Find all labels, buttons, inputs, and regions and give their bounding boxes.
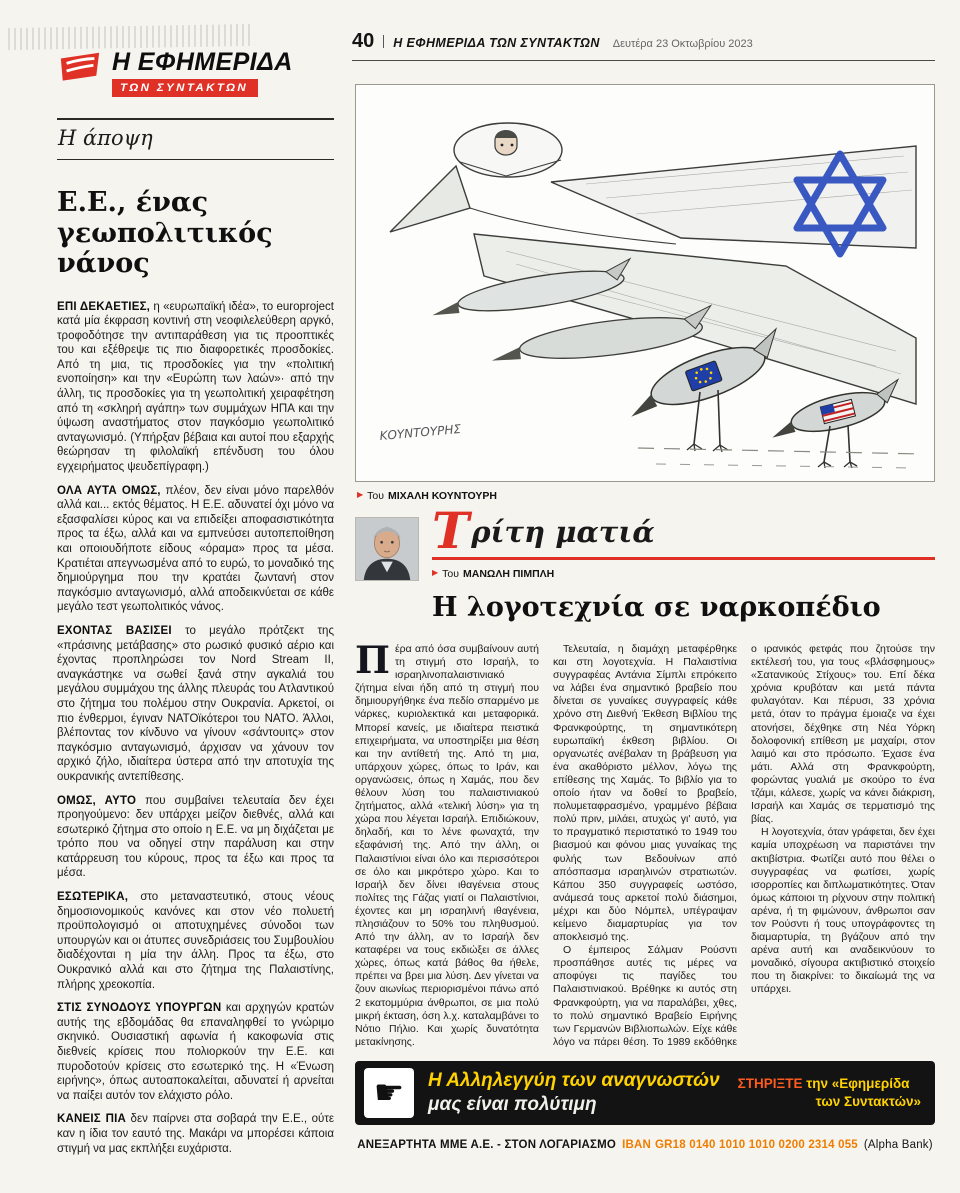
- opinion-paragraph: [57, 1112, 334, 1156]
- article-paragraph: Τελευταία, η διαμάχη μεταφέρθηκε και στη λογοτεχνία. Η Παλαιστίνια συγγραφέας Αντάνια Σίμπλι επρόκειτο να λάβει ένα σημαντικό βραβείο που δίνεται σε γυναίκες συγγραφείς κάθε χρόνο στη Διεθνή Έκθεση Βιβλίου της Φρανκφούρτης, τη σημαντικότερη ευρωπαϊκή έκθεση βιβλίου. Οι οργανωτές ανέβαλαν τη βράβευση για ένα ακαθόριστο μέλλον, λόγω της επίθεσης της Χαμάς. Το βιβλίο για το οποίο ήταν να δοθεί το βραβείο, πολυμεταφρασμένο, γραμμένο βέβαια πολύ πριν, μιλάει, ατυχώς γι' αυτό, για το πραγματικό περιστατικό το 1949 του βιασμού και φόνου μιας γυναίκας της φυλής των Βεδουίνων από απόσπασμα ισραηλινών στρατιωτών. Κάπου 350 συγγραφείς ωστόσο, ανάμεσά τους αρκετοί πολύ διάσημοι, μέχρι και δύο Νόμπελ, υπέγραψαν κείμενο διαμαρτυρίας για τον αποκλεισμό της.: [553, 643, 737, 944]
- paragraph-lead: ΕΧΟΝΤΑΣ ΒΑΣΙΣΕΙ: [57, 624, 172, 637]
- paragraph-text: έρα από όσα συμβαίνουν αυτή τη στιγμή στο Ισραήλ, το ισραηλινοπαλαιστινιακό ζήτημα είναι ήδη από τη στιγμή που δημιουργήθηκε ένα πεδίο σπαρμένο με νάρκες, κυριολεκτικά και μεταφορικά. Μπορεί κανείς, με ιδιαίτερα πειστικά επιχειρήματα, να υποστηρίξει μια θέση και την αντίθετή της. Από τη μια, υπάρχουν χώρες, όπως το Ιράν, και οργανώσεις, όπως η Χαμάς, που δεν θέλουν λύση του παλαιστινιακού ζητήματος, αλλά «τελική λύση» για τη χώρα που λέγεται Ισραήλ. Επιδιώκουν, δηλαδή, και το λένε φωναχτά, την εξαφάνισή της. Από την άλλη, οι Παλαιστίνιοι είναι όλο και περισσότεροι σε όλο και μικρότερο χώρο. Και το Ισραήλ δεν δίνει ιθαγένεια στους πολίτες της Γάζας γιατί οι Παλαιστίνιοι, έχοντες και μη ισραηλινή ιθαγένεια, πλησιάζουν το 50% του πληθυσμού. Από την άλλη, αν το Ισραήλ δεν καταφέρει να τους εκδιώξει σε άλλες χώρες, όπως κατά βάθος θα ήθελε, πρέπει να βρει μια λύση. Δεν γίνεται να ζουν αιωνίως περιορισμένοι πάνω από 2 εκατομμύρια άνθρωποι, σε μια πολύ μικρή έκταση, όση λ.χ. καταλαμβάνει το Νότιο Πήλιο. Και χωρίς δυνατότητα μετακίνησης.: [355, 643, 539, 1048]
- section-rule: [432, 557, 935, 560]
- account-label: ΑΝΕΞΑΡΤΗΤΑ ΜΜΕ Α.Ε. - ΣΤΟΝ ΛΟΓΑΡΙΑΣΜΟ: [357, 1139, 617, 1151]
- drop-cap: Π: [355, 643, 390, 682]
- paragraph-text: που συμβαίνει τελευταία δεν έχει προηγούμενο: δεν υπάρχει μείζον διεθνές, αλλά και εσωτερικό ζήτημα στο οποίο η Ε.Ε. να μη διχάζεται με τρόπο που να οδηγεί στην παράλυση και στην κατάρρευση του κύρους, προς τα έξω και προς τα μέσα.: [57, 794, 334, 880]
- column-byline: [432, 568, 935, 580]
- paragraph-lead: ΚΑΝΕΙΣ ΠΙΑ: [57, 1113, 127, 1126]
- cartoon-credit: [357, 490, 497, 502]
- opinion-paragraph: [57, 624, 334, 785]
- support-emphasis: ΣΤΗΡΙΞΤΕ: [737, 1076, 803, 1092]
- cartoon-signature: ΚΟΥΝΤΟΥΡΗΣ: [379, 421, 462, 443]
- support-rest-1: την «Εφημερίδα: [806, 1076, 910, 1092]
- iban-label: IBAN: [622, 1139, 651, 1151]
- article-paragraph: Ο έμπειρος Σάλμαν Ρούσντι προσπάθησε αυτές τις μέρες να αποφύγει τις παγίδες του Παλαιστινιακού. Βρέθηκε κι αυτός στη Φρανκφούρτη, για να παραλάβει, χθες, το πολύ σημαντικό Βραβείο Ειρήνης των Γερμανών Βιβλιοπωλών. Είχε κάθε λόγο να πάρει θέση. Το 1989 εκδόθηκε ο ιρανικός φετφάς που ζητούσε την εκτέλεσή του, για τους «βλάσφημους» «Σατανικούς Στίχους» του. Επί δέκα χρόνια κρυβόταν και μετά πάντα φυλαγόταν. Και πέρυσι, 33 χρόνια μετά, όταν το πράγμα έμοιαζε να έχει ατονήσει, δέχθηκε στη Νέα Υόρκη δολοφονική επίθεση με μαχαίρι, στον λαιμό και στο πρόσωπο. Έχασε ένα μάτι. Αλλά στη Φρανκφούρτη, φορώντας γυαλιά με σκούρο το ένα τζάμι, κάλεσε, χωρίς να κάνει διάκριση, Ισραήλ και Χαμάς σε τερματισμό της βίας.: [553, 643, 935, 1048]
- byline-arrow-icon: ▶: [432, 567, 439, 577]
- paragraph-lead: ΕΣΩΤΕΡΙΚΑ,: [57, 891, 129, 904]
- paragraph-text: στο μεταναστευτικό, στους νέους δημοσιονομικούς κανόνες και στον νέο πολυετή προϋπολογισμό οι αποτυχημένες σύνοδοι των υπουργών και οι άτυπες συνεδριάσεις του Συμβουλίου διαδέχονται η μία την άλλη. Προς τα έξω, στο Ουκρανικό αλλά και στο ζήτημα της Παλαιστίνης, πλήρης χρεοκοπία.: [57, 891, 334, 991]
- opinion-section-label: Η άποψη: [57, 118, 334, 160]
- opinion-title: Ε.Ε., ένας γεωπολιτικός νάνος: [57, 187, 273, 279]
- page-header: [352, 30, 935, 61]
- section-title-rest: ρίτη ματιά: [471, 515, 655, 549]
- byline-prefix: Του: [442, 567, 459, 580]
- header-divider: [383, 35, 384, 48]
- paragraph-text: και αρχηγών κρατών αυτής της εβδομάδας θα επαναληφθεί το γνώριμο σκηνικό. Ουσιαστική αφωνία ή κακοφωνία στις διεθνείς κρίσεις που πολιορκούν την Ε.Ε. και πυροδοτούν κρίσεις στο εσωτερικό της. Η «Ένωση ειρήνης», όπως αυτοαποκαλείται, αδυνατεί ή αρνείται να παίξει αυτόν τον ελάχιστο ρόλο.: [57, 1002, 334, 1102]
- banner-support-text: [738, 1075, 921, 1110]
- newspaper-logo: [57, 50, 293, 97]
- banner-headline: [428, 1069, 724, 1117]
- logo-flag-icon: [57, 50, 103, 92]
- paragraph-text: πλέον, δεν είναι μόνο παρελθόν αλλά και... εκτός θέματος. Η Ε.Ε. αδυνατεί όχι μόνο να εξασφαλίσει κύρος και να επιδείξει αποφασιστικότητα προς τα έξω, αλλά και να εμπνεύσει αυτοπεποίθηση και οποιουδήποτε είδους «όραμα» προς τα μέσα. Κρατιέται απεγνωσμένα από το ευρώ, το μοναδικό της δημιούργημα που την κρατάει ζωντανή στον παγκόσμιο ανταγωνισμό, αλλά αποδεικνύεται σε κάθε μεγάλο τεστ γεωπολιτικός νάνος.: [57, 484, 335, 614]
- iban-value: GR18 0140 1010 1010 0200 2314 055: [654, 1139, 858, 1151]
- article-paragraph: [355, 643, 539, 1049]
- opinion-paragraph: [57, 1001, 334, 1103]
- article-paragraph: Η λογοτεχνία, όταν γράφεται, δεν έχει καμία υποχρέωση να παριστάνει την ακτιβίστρια. Φωτίζει αυτό που θέλει ο συγγραφέας να φωτίσει, χωρίς ισορροπίες και διπλωματικότητες. Όταν όμως κάποιοι τη ρίχνουν στην πολιτική αρένα, ή τη φιμώνουν, άνθρωποι σαν τον Ρούσντι ή τους υπογράφοντες τη διαμαρτυρία, τη βγάζουν από την αρένα αυτή και αναδεικνύουν το μοναδικό, σίγουρα ακτιβιστικό στοιχείο που τη διακρίνει: το δικαίωμά της να υπάρχει.: [751, 826, 935, 996]
- opinion-paragraph: [57, 300, 334, 475]
- hand-pointer-icon: ☛: [364, 1068, 414, 1118]
- bank-account-line: [355, 1139, 935, 1151]
- issue-date: Δευτέρα 23 Οκτωβρίου 2023: [612, 38, 753, 50]
- logo-title: Η ΕΦΗΜΕΡΙΔΑ: [112, 48, 293, 76]
- masthead-title: Η ΕΦΗΜΕΡΙΔΑ ΤΩΝ ΣΥΝΤΑΚΤΩΝ: [393, 36, 600, 50]
- bank-name: (Alpha Bank): [863, 1139, 933, 1151]
- paragraph-text: το μεγάλο πρότζεκτ της «πράσινης μετάβασης» στο ρωσικό φυσικό αέριο και έχοντας προπληρώσει τον Nord Stream II, αναγκάστηκε να σωθεί ξανά στην αγκαλιά του μεγάλου συμμάχου της άλλης πλευράς του Ατλαντικού στο ζήτημα του πολέμου στην Ουκρανία. Αρκετοί, οι πιο ένθερμοι, έγιναν ΝΑΤΟϊκότεροι του ΝΑΤΟ. Άλλοι, βλέποντας τον κίνδυνο να γίνουν «σάντουιτς» στον παγκόσμιο ανταγωνισμό, άρχισαν να χάνουν τον αρχικό ζήλο, ιδιαίτερα ύστερα από την αποτυχία της ουκρανικής αντεπίθεσης.: [57, 624, 334, 783]
- article-title: Η λογοτεχνία σε ναρκοπέδιο: [432, 592, 881, 623]
- paragraph-text: δεν παίρνει στα σοβαρά την Ε.Ε., ούτε καν η ίδια τον εαυτό της. Μακάρι να μπορέσει κάποια στιγμή να μας εκπλήξει ευχάριστα.: [57, 1113, 334, 1155]
- columnist-portrait: [356, 518, 418, 580]
- page-number: 40: [352, 30, 375, 52]
- political-cartoon: [356, 85, 934, 481]
- paragraph-text: η «ευρωπαϊκή ιδέα», το europroject κατά μία έκφραση κοντινή στη νεοφιλελεύθερη αργκό, τροφοδότησε την αντιπαράθεση για τις προοπτικές του και εξέθρεψε τις πιο διαφορετικές προσδοκίες. Από τη μια, τις προσδοκίες για την «πολιτική ενοποίηση» και την «Ευρώπη των λαών»· από την άλλη, τις προσδοκίες για τη γεωπολιτική χειραφέτηση από τη «σκληρή αγάπη» των συμμάχων ΗΠΑ και την ύψωση αναστήματος στον παγκόσμιο γεωπολιτικό ανταγωνισμό. (Υπήρξαν βέβαια και αυτοί που εξαρχής θεώρησαν τη φιλολαϊκή επένδυση του όλου εγχειρήματος ψευδεπίγραφη.): [57, 300, 334, 474]
- columnist-photo: [355, 517, 419, 581]
- opinion-paragraph: [57, 484, 334, 615]
- paragraph-lead: ΟΜΩΣ, ΑΥΤΟ: [57, 794, 137, 807]
- columnist-name: ΜΑΝΩΛΗ ΠΙΜΠΛΗ: [463, 567, 555, 580]
- third-look-header: [432, 501, 935, 580]
- section-title-initial: Τ: [432, 501, 470, 560]
- section-title: [432, 501, 935, 560]
- solidarity-banner: [355, 1061, 935, 1125]
- opinion-column: [57, 118, 334, 1165]
- article-body: [355, 643, 935, 1060]
- cartoon-frame: [355, 84, 935, 482]
- banner-support-line2: των Συντακτών»: [815, 1094, 921, 1109]
- credit-arrow-icon: ▶: [357, 490, 364, 499]
- opinion-body: [57, 300, 334, 1157]
- paragraph-lead: ΕΠΙ ΔΕΚΑΕΤΙΕΣ,: [57, 300, 151, 313]
- cartoonist-name: ΜΙΧΑΛΗ ΚΟΥΝΤΟΥΡΗ: [388, 490, 498, 502]
- opinion-paragraph: [57, 890, 334, 992]
- paragraph-lead: ΣΤΙΣ ΣΥΝΟΔΟΥΣ ΥΠΟΥΡΓΩΝ: [57, 1002, 222, 1015]
- banner-headline-line2: μας είναι πολύτιμη: [428, 1094, 597, 1115]
- print-bleed-artifact: [8, 24, 254, 50]
- banner-support-line1: [738, 1075, 921, 1093]
- opinion-paragraph: [57, 794, 334, 882]
- paragraph-lead: ΟΛΑ ΑΥΤΑ ΟΜΩΣ,: [57, 484, 161, 497]
- credit-prefix: Του: [367, 490, 384, 502]
- banner-headline-line1: Η Αλληλεγγύη των αναγνωστών: [428, 1070, 720, 1092]
- logo-text: [112, 50, 293, 97]
- logo-subtitle: ΤΩΝ ΣΥΝΤΑΚΤΩΝ: [112, 79, 258, 97]
